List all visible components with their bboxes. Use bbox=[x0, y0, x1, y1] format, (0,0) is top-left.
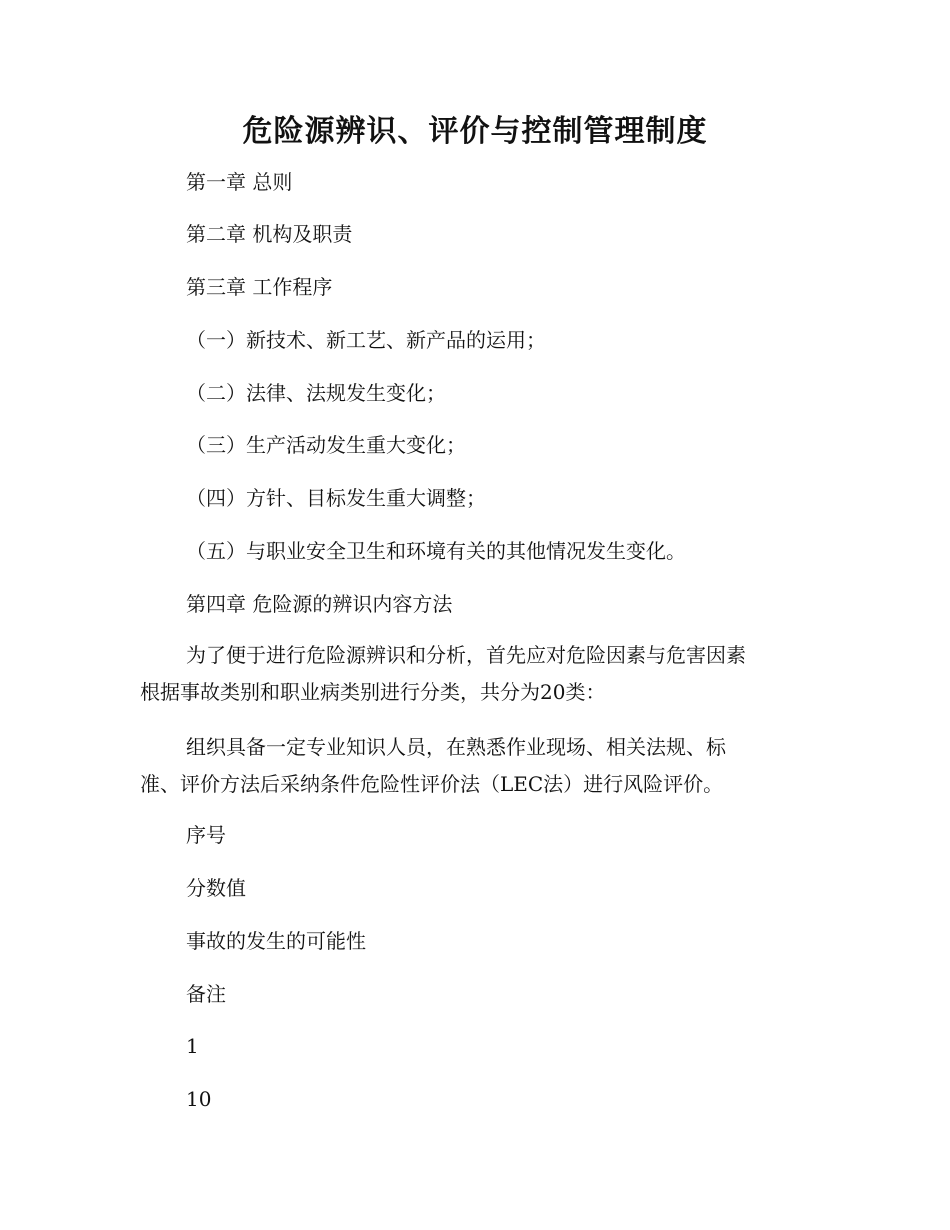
document-title: 危险源辨识、评价与控制管理制度 bbox=[242, 114, 708, 149]
procedure-item: （五）与职业安全卫生和环境有关的其他情况发生变化。 bbox=[186, 539, 686, 563]
paragraph-line: 准、评价方法后采纳条件危险性评价法（LEC法）进行风险评价。 bbox=[140, 772, 724, 796]
procedure-item: （四）方针、目标发生重大调整； bbox=[186, 486, 486, 510]
table-header-cell: 序号 bbox=[186, 823, 226, 847]
procedure-item: （二）法律、法规发生变化； bbox=[186, 381, 446, 405]
paragraph-line: 组织具备一定专业知识人员，在熟悉作业现场、相关法规、标 bbox=[186, 735, 726, 759]
table-cell: 1 bbox=[186, 1034, 199, 1058]
body-paragraph bbox=[140, 729, 820, 803]
procedure-item: （三）生产活动发生重大变化； bbox=[186, 433, 466, 457]
paragraph-line: 根据事故类别和职业病类别进行分类，共分为20类： bbox=[140, 680, 606, 704]
table-header-cell: 备注 bbox=[186, 982, 226, 1006]
paragraph-line: 为了便于进行危险源辨识和分析，首先应对危险因素与危害因素 bbox=[186, 643, 746, 667]
body-paragraph bbox=[140, 637, 820, 711]
table-header-cell: 分数值 bbox=[186, 876, 246, 900]
table-cell: 10 bbox=[186, 1087, 212, 1111]
chapter-4-heading: 第四章 危险源的辨识内容方法 bbox=[186, 592, 453, 616]
chapter-3-heading: 第三章 工作程序 bbox=[186, 275, 333, 299]
table-header-cell: 事故的发生的可能性 bbox=[186, 929, 366, 953]
procedure-item: （一）新技术、新工艺、新产品的运用； bbox=[186, 328, 546, 352]
chapter-2-heading: 第二章 机构及职责 bbox=[186, 222, 353, 246]
chapter-1-heading: 第一章 总则 bbox=[186, 170, 293, 194]
